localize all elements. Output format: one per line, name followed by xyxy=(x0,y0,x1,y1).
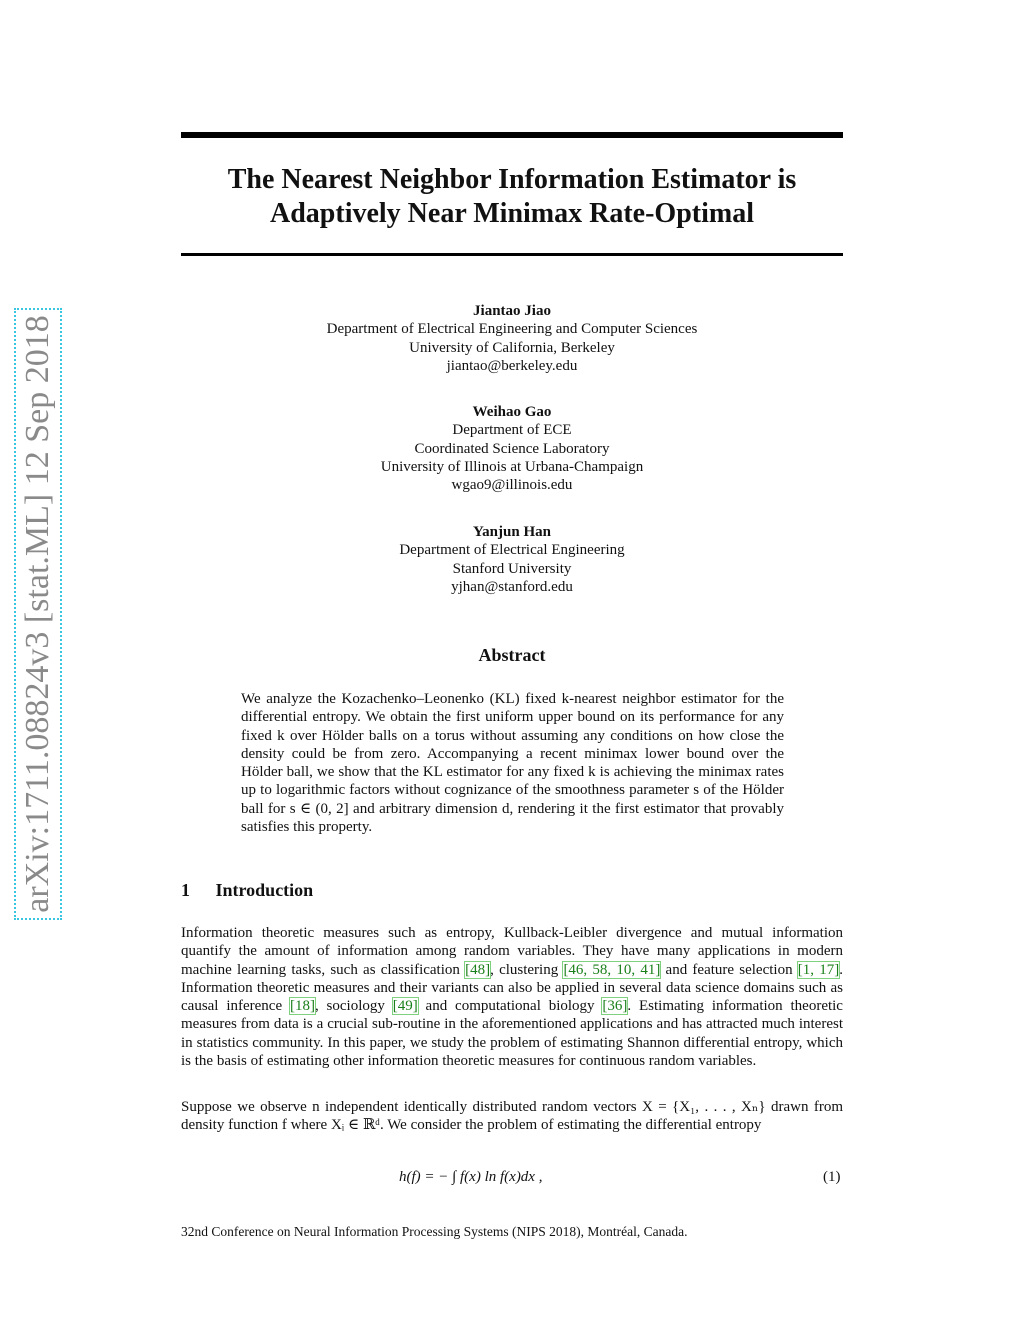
author-name: Yanjun Han xyxy=(473,524,551,540)
author-affiliation: Department of ECE xyxy=(452,422,572,439)
title-bottom-rule xyxy=(181,253,843,256)
citation-link[interactable]: [36] xyxy=(602,998,628,1015)
intro-paragraph-2: Suppose we observe n independent identically distributed random vectors X = {X₁, . . . , Xₙ} drawn from density function f where Xᵢ ∈ ℝᵈ. We consider the problem of estimating the differential entropy xyxy=(181,1099,843,1134)
citation-link[interactable]: [48] xyxy=(465,961,491,978)
author-affiliation: Department of Electrical Engineering xyxy=(399,542,625,559)
author-email[interactable]: wgao9@illinois.edu xyxy=(451,477,573,494)
paragraph-text: and computational biology xyxy=(417,998,603,1015)
equation-1: h(f) = − ∫ f(x) ln f(x)dx , xyxy=(399,1169,543,1185)
citation-link[interactable]: [18] xyxy=(289,998,315,1015)
author-block-2 xyxy=(181,403,843,494)
intro-paragraph-1 xyxy=(181,924,843,1070)
abstract-text: We analyze the Kozachenko–Leonenko (KL) fixed k-nearest neighbor estimator for the differential entropy. We obtain the first uniform upper bound on its performance for any fixed k over Hölder balls on a torus without assuming any conditions on how close the density could be from zero. Accompanying a recent minimax lower bound over the Hölder ball, we show that the KL estimator for any fixed k is achieving the minimax rates up to logarithmic factors without cognizance of the smoothness parameter s of the Hölder ball for s ∈ (0, 2] and arbitrary dimension d, rendering it the first estimator that provably satisfies this property. xyxy=(241,691,784,836)
author-block-3 xyxy=(181,523,843,596)
paper-title xyxy=(181,163,843,231)
citation-link[interactable]: [46, 58, 10, 41] xyxy=(563,961,661,978)
paragraph-text: , sociology xyxy=(314,998,393,1015)
citation-link[interactable]: [1, 17] xyxy=(797,961,840,978)
paragraph-text: Information theoretic measures such as entropy, Kullback-Leibler divergence and mutual information quantify the amount of information among random variables. They have many applications in modern machine learning tasks, such as classification xyxy=(181,925,843,978)
author-name: Jiantao Jiao xyxy=(473,303,551,319)
paragraph-text: . Estimating information theoretic measures from data is a crucial sub-routine in the aforementioned applications and has attracted much interest in statistics community. In this paper, we study the problem of estimating Shannon differential entropy, which is the basis of estimating other information theoretic measures for continuous random variables. xyxy=(181,998,843,1070)
section-heading xyxy=(181,880,313,901)
conference-footnote: 32nd Conference on Neural Information Processing Systems (NIPS 2018), Montréal, Canada. xyxy=(181,1224,688,1239)
author-affiliation: University of Illinois at Urbana-Champaign xyxy=(380,458,644,475)
title-line-1: The Nearest Neighbor Information Estimator is xyxy=(227,164,797,195)
author-affiliation: Coordinated Science Laboratory xyxy=(414,440,610,457)
author-email[interactable]: yjhan@stanford.edu xyxy=(451,578,573,595)
author-affiliation: Stanford University xyxy=(452,560,572,577)
citation-link[interactable]: [49] xyxy=(392,998,418,1015)
author-block-1 xyxy=(181,302,843,375)
equation-number: (1) xyxy=(823,1169,841,1185)
title-top-rule xyxy=(181,132,843,138)
arxiv-identifier[interactable]: arXiv:1711.08824v3 [stat.ML] 12 Sep 2018 xyxy=(19,315,56,913)
title-line-2: Adaptively Near Minimax Rate-Optimal xyxy=(270,198,754,229)
paragraph-text: and feature selection xyxy=(660,961,798,978)
section-number: 1 xyxy=(181,880,190,900)
author-email[interactable]: jiantao@berkeley.edu xyxy=(446,357,578,374)
author-name: Weihao Gao xyxy=(472,404,552,420)
author-affiliation: University of California, Berkeley xyxy=(409,339,615,356)
section-title: Introduction xyxy=(215,880,314,900)
author-affiliation: Department of Electrical Engineering and Computer Sciences xyxy=(326,321,698,338)
abstract-heading: Abstract xyxy=(478,645,546,665)
paragraph-text: . Information theoretic measures and their variants can also be applied in several data science domains such as causal inference xyxy=(181,961,843,1015)
paragraph-text: , clustering xyxy=(490,961,564,978)
